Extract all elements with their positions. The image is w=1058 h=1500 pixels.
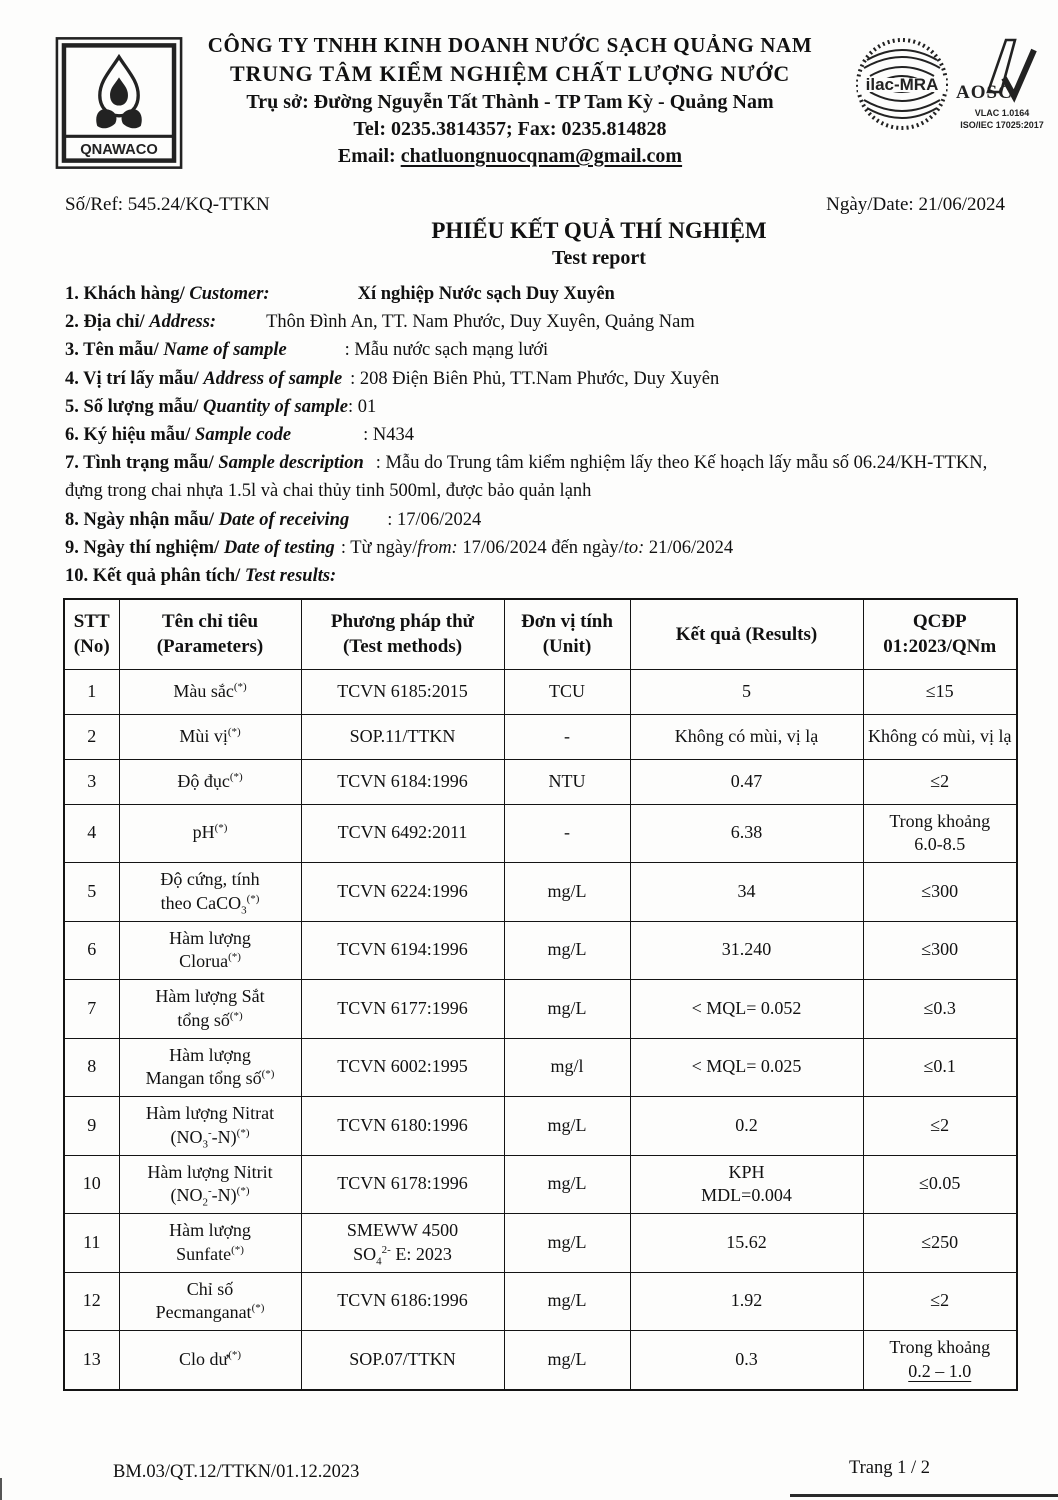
column-header: Tên chỉ tiêu (Parameters)	[119, 599, 301, 669]
head-office-address: Trụ sở: Đường Nguyễn Tất Thành - TP Tam Kỳ - Quảng Nam	[246, 91, 774, 113]
company-name: CÔNG TY TNHH KINH DOANH NƯỚC SẠCH QUẢNG NAM	[207, 33, 813, 57]
info-item-label-vi: 9. Ngày thí nghiệm/	[65, 537, 224, 558]
info-item-value: : Mẫu do Trung tâm kiểm nghiệm lấy theo Kế hoạch lấy mẫu số 06.24/KH-TTKN, đựng trong chai nhựa 1.5l và chai thủy tinh 500ml, được bảo quản lạnh	[65, 453, 988, 502]
tel-fax: Tel: 0235.3814357; Fax: 0235.814828	[353, 118, 667, 140]
cell-result: 15.62	[630, 1214, 863, 1273]
cell-test-method: TCVN 6492:2011	[301, 804, 504, 863]
cell-parameter: Mùi vị(*)	[119, 714, 301, 759]
table-row	[64, 759, 1017, 804]
svg-text:ilac-MRA: ilac-MRA	[865, 75, 939, 94]
cell-test-method: TCVN 6177:1996	[301, 980, 504, 1039]
table-row	[64, 1155, 1017, 1214]
info-item	[65, 506, 1023, 534]
cell-row-no: 7	[64, 980, 119, 1039]
cell-result: 1.92	[630, 1272, 863, 1331]
cell-test-method: TCVN 6184:1996	[301, 759, 504, 804]
cell-limit: ≤2	[863, 1272, 1017, 1331]
cell-test-method: TCVN 6178:1996	[301, 1155, 504, 1214]
svg-text:QNAWACO: QNAWACO	[80, 142, 158, 159]
info-item-value: : 17/06/2024	[387, 509, 482, 530]
info-item-label-vi: 2. Địa chỉ/	[65, 312, 150, 333]
cell-result: 0.47	[630, 759, 863, 804]
table-row	[64, 804, 1017, 863]
ref-number: Số/Ref: 545.24/KQ-TTKN	[65, 194, 270, 215]
info-item-value: : 01	[347, 396, 377, 417]
cell-parameter: Độ cứng, tính theo CaCO$_3$(*)	[119, 863, 301, 922]
table-row	[64, 921, 1017, 980]
cell-test-method: SMEWW 4500 $SO_4^{2-}$ E: 2023	[301, 1214, 504, 1273]
cell-limit: ≤300	[863, 921, 1017, 980]
info-item-label-en: Name of sample	[163, 340, 287, 361]
table-row	[64, 1272, 1017, 1331]
letterhead	[150, 33, 870, 168]
column-header: STT (No)	[64, 599, 119, 669]
cell-result: 34	[630, 863, 863, 922]
cell-limit: Trong khoảng 0.2 – 1.0	[863, 1331, 1017, 1390]
info-item	[65, 336, 1023, 364]
cell-parameter: Hàm lượng Sunfate(*)	[119, 1214, 301, 1273]
cell-result: Không có mùi, vị lạ	[630, 714, 863, 759]
cell-limit: ≤15	[863, 669, 1017, 714]
cell-result: 0.3	[630, 1331, 863, 1390]
cell-unit: mg/L	[504, 1272, 630, 1331]
cell-test-method: TCVN 6186:1996	[301, 1272, 504, 1331]
info-item-label-vi: 3. Tên mẫu/	[65, 340, 164, 361]
cell-test-method: TCVN 6185:2015	[301, 669, 504, 714]
results-table	[63, 598, 1018, 1391]
info-item	[65, 308, 1023, 336]
cell-row-no: 9	[64, 1097, 119, 1156]
cell-unit: mg/L	[504, 921, 630, 980]
cell-row-no: 10	[64, 1155, 119, 1214]
table-row	[64, 980, 1017, 1039]
cell-unit: NTU	[504, 759, 630, 804]
cell-unit: TCU	[504, 669, 630, 714]
cell-unit: mg/L	[504, 1331, 630, 1390]
cell-limit: Trong khoảng 6.0-8.5	[863, 804, 1017, 863]
info-item	[65, 449, 1023, 505]
column-header: QCĐP 01:2023/QNm	[863, 599, 1017, 669]
cell-limit: ≤0.05	[863, 1155, 1017, 1214]
cell-unit: mg/l	[504, 1038, 630, 1097]
results-table-header	[64, 599, 1017, 669]
table-row	[64, 1097, 1017, 1156]
info-item-label-en: Date of testing	[223, 537, 335, 558]
cell-unit: mg/L	[504, 863, 630, 922]
column-header: Đơn vị tính (Unit)	[504, 599, 630, 669]
ref-row	[65, 194, 1005, 216]
info-item	[65, 562, 1023, 590]
cell-row-no: 13	[64, 1331, 119, 1390]
cell-unit: -	[504, 804, 630, 863]
svg-text:AOSC: AOSC	[956, 82, 1013, 103]
cell-limit: ≤2	[863, 759, 1017, 804]
cell-unit: mg/L	[504, 980, 630, 1039]
column-header: Kết quả (Results)	[630, 599, 863, 669]
info-item	[65, 393, 1023, 421]
page-number: Trang 1 / 2	[848, 1458, 930, 1478]
cell-unit: mg/L	[504, 1097, 630, 1156]
info-item-label-vi: 8. Ngày nhận mẫu/	[65, 509, 219, 530]
cell-test-method: SOP.07/TTKN	[301, 1331, 504, 1390]
cell-result: 5	[630, 669, 863, 714]
table-row	[64, 1214, 1017, 1273]
info-item-label-en: Address:	[149, 312, 217, 333]
info-item-label-en: Sample description	[218, 453, 364, 474]
cell-parameter: Hàm lượng Clorua(*)	[119, 921, 301, 980]
info-item-label-vi: 10. Kết quả phân tích/	[65, 566, 245, 587]
cell-parameter: Hàm lượng Mangan tổng số(*)	[119, 1038, 301, 1097]
info-item	[65, 280, 1023, 308]
cell-result: < MQL= 0.052	[630, 980, 863, 1039]
report-title-en: Test report	[552, 247, 646, 269]
info-item-label-en: Date of receiving	[218, 509, 350, 530]
cell-result: < MQL= 0.025	[630, 1038, 863, 1097]
info-item	[65, 534, 1023, 562]
cell-parameter: Chỉ số Pecmanganat(*)	[119, 1272, 301, 1331]
table-row	[64, 1331, 1017, 1390]
cell-limit: ≤300	[863, 863, 1017, 922]
cell-parameter: Hàm lượng Nitrat $(NO_3^--N)^{(*)}$	[119, 1097, 301, 1156]
results-table-body	[64, 669, 1017, 1390]
cell-test-method: TCVN 6002:1995	[301, 1038, 504, 1097]
email-line	[150, 145, 870, 168]
table-row	[64, 714, 1017, 759]
info-item-value: : N434	[363, 425, 414, 446]
cell-row-no: 3	[64, 759, 119, 804]
table-row	[64, 1038, 1017, 1097]
cell-result: 31.240	[630, 921, 863, 980]
info-item-label-vi: 4. Vị trí lấy mẫu/	[65, 368, 204, 389]
info-item-value: Xí nghiệp Nước sạch Duy Xuyên	[357, 284, 615, 304]
column-header: Phương pháp thử (Test methods)	[301, 599, 504, 669]
svg-text:ISO/IEC 17025:2017: ISO/IEC 17025:2017	[960, 120, 1044, 130]
cell-parameter: Clo dư(*)	[119, 1331, 301, 1390]
cell-limit: ≤0.1	[863, 1038, 1017, 1097]
cell-row-no: 5	[64, 863, 119, 922]
cell-test-method: SOP.11/TTKN	[301, 714, 504, 759]
cell-result: KPH MDL=0.004	[630, 1155, 863, 1214]
info-item-label-en: Quantity of sample	[203, 396, 348, 417]
info-item-label-vi: 6. Ký hiệu mẫu/	[65, 425, 196, 446]
table-row	[64, 669, 1017, 714]
center-name: TRUNG TÂM KIỂM NGHIỆM CHẤT LƯỢNG NƯỚC	[229, 61, 791, 86]
info-item-label-en: Customer:	[189, 284, 270, 304]
scan-artifact-line	[790, 1494, 1058, 1497]
info-item-label-en: Address of sample	[203, 368, 343, 389]
info-item-value: Thôn Đình An, TT. Nam Phước, Duy Xuyên, Quảng Nam	[266, 312, 695, 333]
table-row	[64, 863, 1017, 922]
info-item	[65, 365, 1023, 393]
cell-row-no: 4	[64, 804, 119, 863]
info-item	[65, 421, 1023, 449]
info-item-label-vi: 7. Tình trạng mẫu/	[65, 453, 219, 474]
cell-test-method: TCVN 6224:1996	[301, 863, 504, 922]
cell-unit: mg/L	[504, 1155, 630, 1214]
cell-limit: Không có mùi, vị lạ	[863, 714, 1017, 759]
cell-parameter: Màu sắc(*)	[119, 669, 301, 714]
scan-artifact-tick	[0, 1478, 2, 1500]
cell-result: 0.2	[630, 1097, 863, 1156]
cell-unit: -	[504, 714, 630, 759]
cell-row-no: 1	[64, 669, 119, 714]
cell-row-no: 12	[64, 1272, 119, 1331]
cell-test-method: TCVN 6180:1996	[301, 1097, 504, 1156]
certification-logos	[854, 34, 1050, 140]
cell-parameter: Hàm lượng Sắt tổng số(*)	[119, 980, 301, 1039]
email-value: chatluongnuocqnam@gmail.com	[400, 145, 683, 167]
cell-row-no: 11	[64, 1214, 119, 1273]
cell-limit: ≤250	[863, 1214, 1017, 1273]
report-title-block	[140, 218, 1058, 270]
form-code: BM.03/QT.12/TTKN/01.12.2023	[113, 1462, 360, 1482]
info-item-value: : 208 Điện Biên Phủ, TT.Nam Phước, Duy Xuyên	[350, 368, 720, 389]
email-label: Email:	[337, 145, 396, 167]
info-item-value: : Mẫu nước sạch mạng lưới	[344, 340, 549, 361]
info-item-value: : Từ ngày/from: 17/06/2024 đến ngày/to: 21/06/2024	[340, 537, 734, 558]
cell-parameter: pH(*)	[119, 804, 301, 863]
info-item-label-vi: 5. Số lượng mẫu/	[65, 396, 204, 417]
info-item-label-vi: 1. Khách hàng/	[65, 284, 190, 304]
svg-text:VLAC 1.0164: VLAC 1.0164	[974, 108, 1030, 118]
aosc-icon	[954, 34, 1050, 140]
cell-row-no: 2	[64, 714, 119, 759]
cell-unit: mg/L	[504, 1214, 630, 1273]
sample-info-list	[65, 280, 1023, 590]
cell-limit: ≤2	[863, 1097, 1017, 1156]
info-item-label-en: Sample code	[195, 425, 292, 446]
cell-result: 6.38	[630, 804, 863, 863]
info-item-label-en: Test results:	[244, 566, 337, 587]
ref-date: Ngày/Date: 21/06/2024	[826, 194, 1005, 215]
cell-parameter: Độ đục(*)	[119, 759, 301, 804]
cell-row-no: 6	[64, 921, 119, 980]
ilac-mra-icon	[854, 34, 950, 140]
cell-row-no: 8	[64, 1038, 119, 1097]
cell-test-method: TCVN 6194:1996	[301, 921, 504, 980]
cell-limit: ≤0.3	[863, 980, 1017, 1039]
report-title-vi: PHIẾU KẾT QUẢ THÍ NGHIỆM	[431, 218, 767, 243]
cell-parameter: Hàm lượng Nitrit $(NO_2^--N)^{(*)}$	[119, 1155, 301, 1214]
